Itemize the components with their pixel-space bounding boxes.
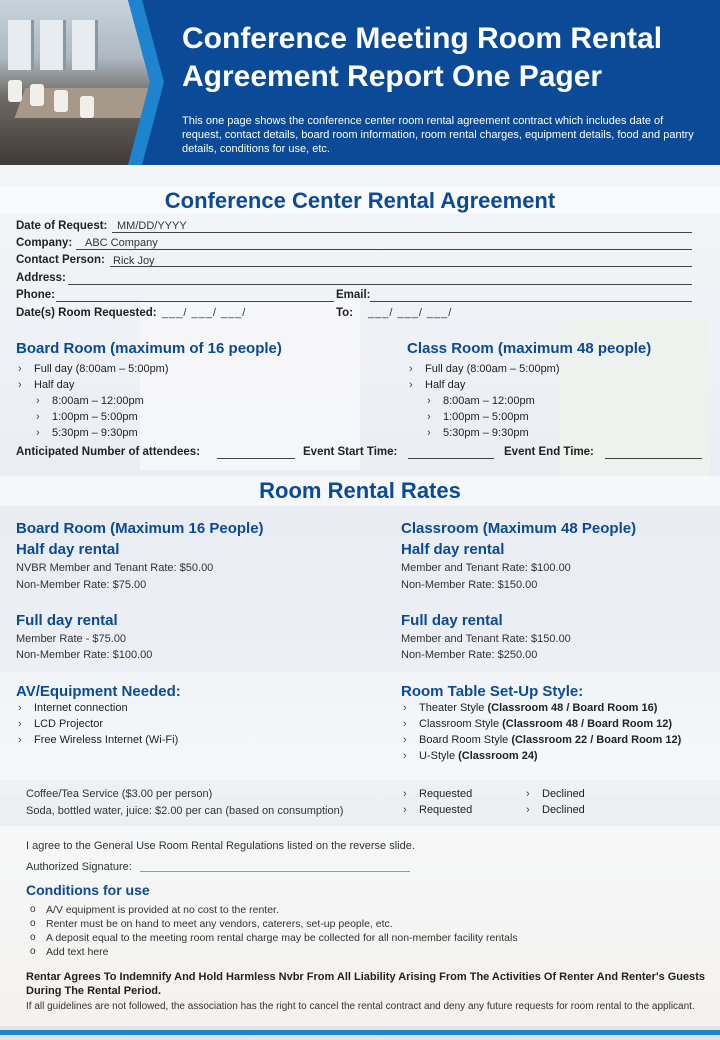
page-title: Conference Meeting Room Rental Agreement Report One Pager xyxy=(182,22,663,93)
start-time-label: Event Start Time: xyxy=(303,446,398,458)
list-item[interactable]: › Half day xyxy=(16,377,376,393)
list-item[interactable]: › Full day (8:00am – 5:00pm) xyxy=(407,361,707,377)
signature-field[interactable] xyxy=(140,871,410,872)
list-item[interactable]: › 8:00am – 12:00pm xyxy=(16,393,376,409)
list-item[interactable]: › 1:00pm – 5:00pm xyxy=(407,409,707,425)
board-room-title: Board Room (maximum of 16 people) xyxy=(16,340,282,357)
rates-board-title: Board Room (Maximum 16 People) xyxy=(16,520,264,537)
list-item: o Add text here xyxy=(26,945,706,959)
board-room-options xyxy=(16,361,376,441)
end-time-field[interactable] xyxy=(605,458,702,459)
equipment-title: AV/Equipment Needed: xyxy=(16,683,181,700)
setup-list xyxy=(401,700,716,764)
phone-field[interactable] xyxy=(56,301,334,302)
food-declined-options xyxy=(524,786,634,818)
class-full-member-rate: Member and Tenant Rate: $150.00 xyxy=(401,633,571,645)
start-time-field[interactable] xyxy=(408,458,494,459)
board-full-day-heading: Full day rental xyxy=(16,612,118,629)
board-half-member-rate: NVBR Member and Tenant Rate: $50.00 xyxy=(16,562,214,574)
end-time-label: Event End Time: xyxy=(504,446,594,458)
list-item[interactable]: › 1:00pm – 5:00pm xyxy=(16,409,376,425)
soda-declined-option[interactable]: › Declined xyxy=(524,802,634,818)
list-item[interactable]: › Free Wireless Internet (Wi-Fi) xyxy=(16,732,376,748)
list-item[interactable]: › U-Style (Classroom 24) xyxy=(401,748,716,764)
date-field[interactable] xyxy=(112,232,692,233)
class-full-nonmember-rate: Non-Member Rate: $250.00 xyxy=(401,649,538,661)
list-item[interactable]: › 5:30pm – 9:30pm xyxy=(16,425,376,441)
header-banner xyxy=(0,0,720,165)
email-label: Email: xyxy=(336,289,371,301)
conference-room-photo xyxy=(0,0,150,165)
setup-title: Room Table Set-Up Style: xyxy=(401,683,584,700)
list-item[interactable]: › Internet connection xyxy=(16,700,376,716)
agreement-section-title: Conference Center Rental Agreement xyxy=(164,188,556,213)
email-field[interactable] xyxy=(370,301,692,302)
list-item[interactable]: › 5:30pm – 9:30pm xyxy=(407,425,707,441)
coffee-requested-option[interactable]: › Requested xyxy=(401,786,511,802)
contact-field[interactable] xyxy=(110,266,692,267)
list-item[interactable]: › Theater Style (Classroom 48 / Board Room 16) xyxy=(401,700,716,716)
signature-label: Authorized Signature: xyxy=(26,861,132,873)
contact-label: Contact Person: xyxy=(16,254,105,266)
date-value: MM/DD/YYYY xyxy=(117,220,187,232)
food-requested-options xyxy=(401,786,511,818)
soda-requested-option[interactable]: › Requested xyxy=(401,802,511,818)
board-half-day-heading: Half day rental xyxy=(16,541,120,558)
dates-requested-field[interactable]: ___/ ___/ ___/ xyxy=(162,307,247,319)
conditions-title: Conditions for use xyxy=(26,882,150,898)
equipment-list xyxy=(16,700,376,748)
board-half-nonmember-rate: Non-Member Rate: $75.00 xyxy=(16,579,147,591)
footer-accent-bar xyxy=(0,1030,720,1035)
class-half-day-heading: Half day rental xyxy=(401,541,505,558)
page-description: This one page shows the conference center room rental agreement contract which includes date of request, contact details, board room information, room rental charges, equipment details, food and pantry details, conditions for use, etc. xyxy=(182,115,694,155)
address-field[interactable] xyxy=(68,284,692,285)
company-value: ABC Company xyxy=(85,237,158,249)
class-room-title: Class Room (maximum 48 people) xyxy=(407,340,652,357)
coffee-service: Coffee/Tea Service ($3.00 per person) xyxy=(26,788,213,800)
class-half-member-rate: Member and Tenant Rate: $100.00 xyxy=(401,562,571,574)
indemnify-statement: Rentar Agrees To Indemnify And Hold Harmless Nvbr From All Liability Arising From The Activities Of Renter And Renter's Guests During The Rental Period. xyxy=(26,971,706,997)
footnote: If all guidelines are not followed, the association has the right to cancel the rental contract and deny any future requests for room rental to the applicant. xyxy=(26,1001,695,1012)
list-item[interactable]: › Classroom Style (Classroom 48 / Board Room 12) xyxy=(401,716,716,732)
conditions-list xyxy=(26,903,706,959)
phone-label: Phone: xyxy=(16,289,55,301)
list-item[interactable]: › Board Room Style (Classroom 22 / Board Room 12) xyxy=(401,732,716,748)
class-full-day-heading: Full day rental xyxy=(401,612,503,629)
soda-service: Soda, bottled water, juice: $2.00 per can (based on consumption) xyxy=(26,805,344,817)
list-item: o Renter must be on hand to meet any vendors, caterers, set-up people, etc. xyxy=(26,917,706,931)
company-label: Company: xyxy=(16,237,73,249)
rates-class-title: Classroom (Maximum 48 People) xyxy=(401,520,637,537)
rates-section-title: Room Rental Rates xyxy=(259,478,461,503)
attendees-label: Anticipated Number of attendees: xyxy=(16,446,201,458)
to-label: To: xyxy=(336,307,354,319)
attendees-field[interactable] xyxy=(217,458,295,459)
list-item: o A deposit equal to the meeting room rental charge may be collected for all non-member facility rentals xyxy=(26,931,706,945)
list-item[interactable]: › Half day xyxy=(407,377,707,393)
contact-value: Rick Joy xyxy=(113,255,155,267)
board-full-nonmember-rate: Non-Member Rate: $100.00 xyxy=(16,649,153,661)
list-item: o A/V equipment is provided at no cost to the renter. xyxy=(26,903,706,917)
list-item[interactable]: › 8:00am – 12:00pm xyxy=(407,393,707,409)
coffee-declined-option[interactable]: › Declined xyxy=(524,786,634,802)
list-item[interactable]: › LCD Projector xyxy=(16,716,376,732)
agreement-statement: I agree to the General Use Room Rental Regulations listed on the reverse slide. xyxy=(26,840,415,852)
class-half-nonmember-rate: Non-Member Rate: $150.00 xyxy=(401,579,538,591)
list-item[interactable]: › Full day (8:00am – 5:00pm) xyxy=(16,361,376,377)
address-label: Address: xyxy=(16,272,66,284)
dates-requested-label: Date(s) Room Requested: xyxy=(16,307,157,319)
date-label: Date of Request: xyxy=(16,220,108,232)
class-room-options xyxy=(407,361,707,441)
to-date-field[interactable]: ___/ ___/ ___/ xyxy=(368,307,453,319)
company-field[interactable] xyxy=(76,249,692,250)
board-full-member-rate: Member Rate - $75.00 xyxy=(16,633,127,645)
